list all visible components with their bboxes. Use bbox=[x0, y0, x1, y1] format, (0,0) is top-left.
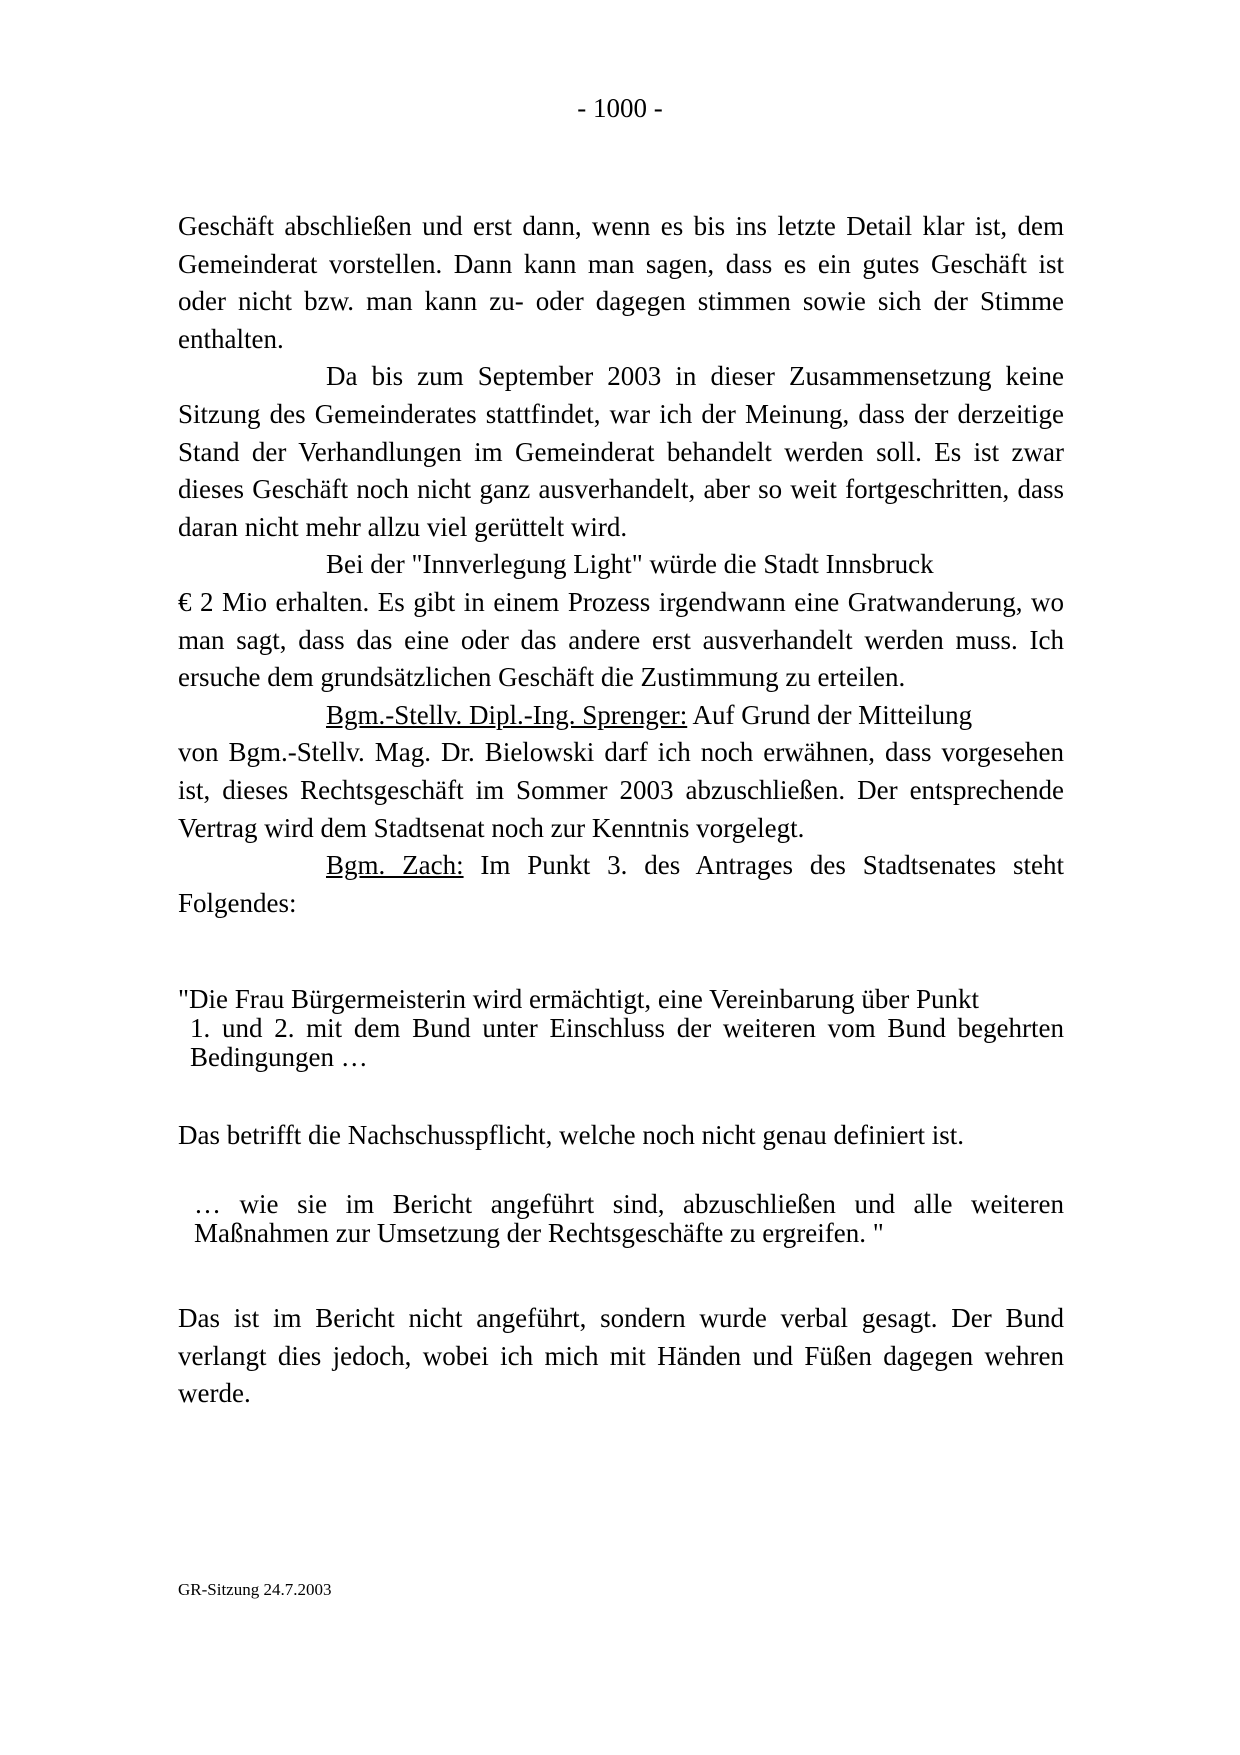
closing-paragraph: Das ist im Bericht nicht angeführt, sondern wurde verbal gesagt. Der Bund verlangt dies jedoch, wobei ich mich mit Händen und Füßen dagegen wehren werde. bbox=[178, 1303, 1064, 1409]
paragraph-2: Da bis zum September 2003 in dieser Zusammensetzung keine Sitzung des Gemeinderates stattfindet, war ich der Meinung, dass der derzeitige Stand der Verhandlungen im Gemeinderat behandelt werden soll. Es ist zwar dieses Geschäft noch nicht ganz ausverhandelt, aber so weit fortgeschritten, dass daran nicht mehr allzu viel gerüttelt wird. bbox=[178, 361, 1064, 542]
speaker-sprenger: Bgm.-Stellv. Dipl.-Ing. Sprenger: bbox=[326, 699, 688, 730]
interjection: Das betrifft die Nachschusspflicht, welche noch nicht genau definiert ist. bbox=[178, 1120, 965, 1150]
quote-1-first-line: "Die Frau Bürgermeisterin wird ermächtigt, eine Vereinbarung über Punkt bbox=[178, 984, 980, 1014]
footer-session-date: GR-Sitzung 24.7.2003 bbox=[178, 1580, 332, 1599]
paragraph-1: Geschäft abschließen und erst dann, wenn es bis ins letzte Detail klar ist, dem Gemeinderat vorstellen. Dann kann man sagen, dass es ein gutes Geschäft ist oder nicht bzw. man kann zu- oder dagegen stimmen sowie sich der Stimme enthalten. bbox=[178, 211, 1064, 354]
paragraph-5 bbox=[178, 847, 1064, 922]
quote-1-continuation: 1. und 2. mit dem Bund unter Einschluss der weiteren vom Bund begehrten Bedingungen … bbox=[190, 1013, 1064, 1072]
quote-block-1 bbox=[178, 985, 1064, 1072]
speaker-zach: Bgm. Zach: bbox=[326, 850, 464, 881]
page-number: - 1000 - bbox=[577, 93, 663, 123]
paragraph-4-continuation: von Bgm.-Stellv. Mag. Dr. Bielowski darf ich noch erwähnen, dass vorgesehen ist, dieses Rechtsgeschäft im Sommer 2003 abzuschließen. Der entsprechende Vertrag wird dem Stadtsenat noch zur Kenntnis vorgelegt. bbox=[178, 737, 1064, 843]
paragraph-5-text: Im Punkt 3. des Antrages des Stadtsenates steht Folgendes: bbox=[178, 850, 1064, 918]
paragraph-3-first-line: Bei der "Innverlegung Light" würde die Stadt Innsbruck bbox=[326, 549, 934, 580]
paragraph-4-first-line-text: Auf Grund der Mitteilung bbox=[687, 699, 973, 730]
paragraph-3-continuation: € 2 Mio erhalten. Es gibt in einem Prozess irgendwann eine Gratwanderung, wo man sagt, dass das eine oder das andere erst ausverhandelt werden muss. Ich ersuche dem grundsätzlichen Geschäft die Zustimmung zu erteilen. bbox=[178, 586, 1064, 693]
quote-block-2: … wie sie im Bericht angeführt sind, abzuschließen und alle weiteren Maßnahmen zur Umsetzung der Rechtsgeschäfte zu ergreifen. " bbox=[194, 1189, 1064, 1248]
paragraph-4-first-line bbox=[178, 697, 1064, 735]
main-text-block bbox=[178, 208, 1064, 922]
